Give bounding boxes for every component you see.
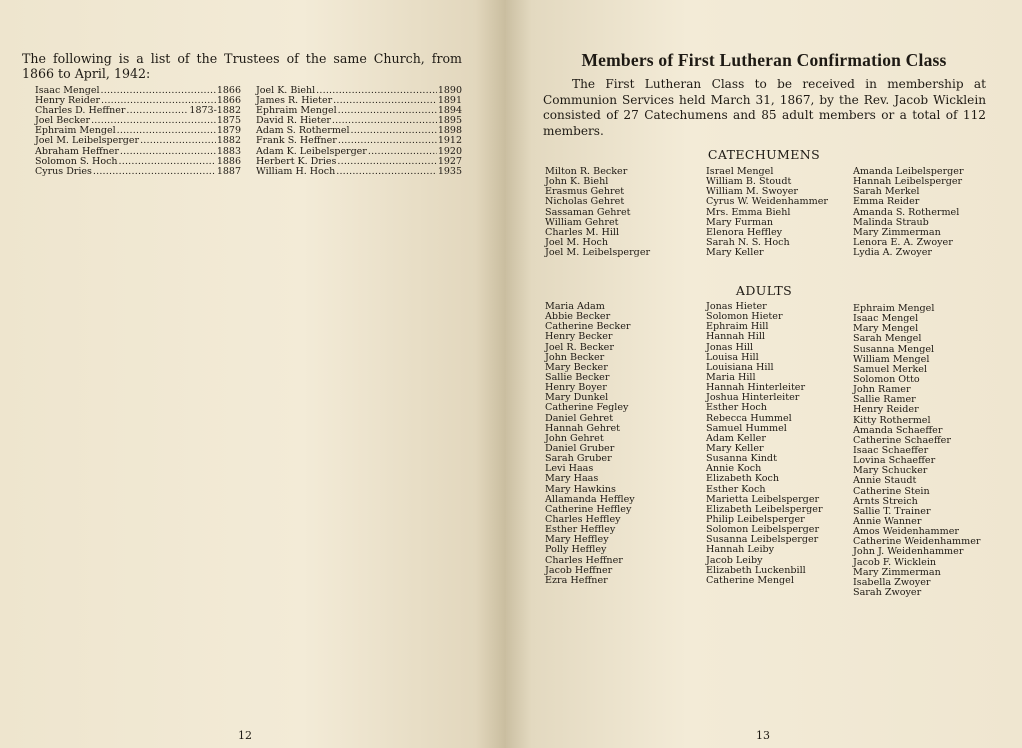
trustee-years: 1935: [437, 165, 462, 177]
member-name: Sarah Merkel: [853, 186, 920, 198]
member-name: Amanda S. Rothermel: [853, 206, 960, 218]
trustee-years: 1866: [216, 85, 241, 96]
dot-leader: [337, 157, 436, 167]
member-name: Hannah Gehret: [545, 422, 621, 434]
trustee-years: 1875: [216, 115, 241, 127]
dot-leader: [126, 106, 188, 116]
member-name: Sarah Zwoyer: [853, 586, 922, 598]
member-name: Charles Heffley: [545, 513, 621, 525]
adults-column-3: [853, 304, 981, 598]
member-name: Israel Mengel: [706, 166, 774, 177]
trustee-name: Cyrus Dries: [35, 165, 92, 177]
member-name: Elenora Heffley: [706, 226, 783, 238]
page-number-right: 13: [756, 729, 770, 742]
member-name: Amos Weidenhammer: [853, 526, 959, 538]
member-name: Isabella Zwoyer: [853, 576, 931, 588]
member-name: Jonas Hieter: [706, 301, 767, 312]
member-name: Rebecca Hummel: [706, 412, 792, 424]
member-name: Annie Staudt: [853, 475, 917, 487]
member-name: Allamanda Heffley: [545, 493, 635, 505]
member-name: Solomon Otto: [853, 373, 920, 385]
member-name: Daniel Gruber: [545, 442, 615, 454]
trustee-name: Solomon S. Hoch: [35, 155, 118, 167]
member-name: Emma Reider: [853, 196, 920, 208]
member-name: Elizabeth Luckenbill: [706, 564, 806, 576]
member-name: Sarah Mengel: [853, 333, 922, 345]
trustee-years: 1886: [216, 155, 241, 167]
member-name: Samuel Merkel: [853, 363, 928, 375]
trustee-name: Isaac Mengel: [35, 85, 100, 96]
member-name: John Gehret: [545, 432, 604, 444]
member-name: Mary Keller: [706, 442, 764, 454]
member-name: Jacob F. Wicklein: [853, 556, 937, 568]
member-name: Catherine Heffley: [545, 503, 632, 515]
member-name: Annie Koch: [706, 463, 762, 475]
member-name: Henry Becker: [545, 331, 613, 343]
trustee-years: 1912: [437, 135, 462, 147]
trustee-name: Joel Becker: [35, 115, 91, 127]
adults-column-1: [545, 302, 635, 586]
member-name: Solomon Hieter: [706, 311, 783, 323]
trustee-name: Herbert K. Dries: [256, 155, 337, 167]
member-name: Maria Hill: [706, 371, 756, 383]
member-name: Susanna Mengel: [853, 343, 935, 355]
trustees-column-1: [35, 86, 241, 177]
right-page: [506, 0, 1022, 748]
member-name: Mary Schucker: [853, 465, 928, 477]
member-name: Charles Heffner: [545, 554, 623, 566]
member-name: Ezra Heffner: [545, 574, 608, 586]
catechumens-column-1: [545, 167, 650, 258]
member-name: Catherine Mengel: [706, 574, 794, 586]
member-name: Sallie Becker: [545, 371, 610, 383]
trustee-years: 1891: [437, 95, 462, 107]
dot-leader: [336, 167, 437, 177]
member-name: Mary Dunkel: [545, 392, 609, 404]
page-number-left: 12: [238, 729, 252, 742]
member-name: Joel R. Becker: [545, 341, 614, 353]
member-name: Cyrus W. Weidenhammer: [706, 196, 828, 208]
adults-heading: ADULTS: [735, 283, 793, 298]
trustee-years: 1882: [216, 135, 241, 147]
member-name: Annie Wanner: [853, 515, 922, 527]
member-name: Samuel Hummel: [706, 422, 787, 434]
trustee-name: Joel M. Leibelsperger: [35, 135, 140, 147]
member-name: John Becker: [545, 351, 605, 363]
member-name: Elizabeth Leibelsperger: [706, 503, 823, 515]
trustee-years: 1866: [216, 95, 241, 107]
member-name: Catherine Fegley: [545, 402, 629, 414]
trustee-years: 1890: [437, 85, 462, 96]
member-name: Louisiana Hill: [706, 361, 774, 373]
member-name: Lovina Schaeffer: [853, 455, 936, 467]
trustee-name: Frank S. Heffner: [256, 135, 337, 147]
member-name: Charles M. Hill: [545, 226, 620, 238]
trustee-name: Henry Reider: [35, 95, 101, 107]
member-name: Mary Haas: [545, 473, 599, 485]
member-name: Jacob Leiby: [706, 554, 763, 566]
trustee-name: Joel K. Biehl: [256, 85, 316, 96]
catechumens-heading: CATECHUMENS: [707, 147, 821, 162]
trustee-name: Ephraim Mengel: [35, 125, 116, 137]
member-name: Levi Haas: [545, 463, 594, 475]
member-name: Mary Zimmerman: [853, 566, 941, 578]
member-name: Mary Hawkins: [545, 483, 616, 495]
trustee-name: James R. Hieter: [256, 95, 333, 107]
page-title: Members of First Lutheran Confirmation Class: [581, 50, 947, 70]
trustee-years: 1927: [437, 155, 462, 167]
member-name: Lenora E. A. Zwoyer: [853, 236, 953, 248]
dot-leader: [338, 106, 437, 116]
member-name: Maria Adam: [545, 301, 605, 312]
trustee-years: 1895: [437, 115, 462, 127]
member-name: Esther Koch: [706, 483, 766, 495]
member-name: Erasmus Gehret: [545, 186, 625, 198]
dot-leader: [120, 147, 216, 157]
member-name: Sarah Gruber: [545, 453, 612, 465]
member-name: John J. Weidenhammer: [853, 546, 964, 558]
member-name: Ephraim Hill: [706, 321, 769, 333]
member-name: Daniel Gehret: [545, 412, 614, 424]
member-name: William Gehret: [545, 216, 619, 228]
member-name: John K. Biehl: [545, 176, 609, 188]
trustee-name: Adam S. Rothermel: [256, 125, 350, 137]
trustee-row: [256, 167, 462, 177]
member-name: Nicholas Gehret: [545, 196, 625, 208]
member-name: Isaac Mengel: [853, 313, 919, 325]
trustee-name: Charles D. Heffner: [35, 105, 126, 117]
member-name: Malinda Straub: [853, 216, 929, 228]
trustees-column-2: [256, 86, 462, 177]
member-name: Marietta Leibelsperger: [706, 493, 820, 505]
member-name: William B. Stoudt: [706, 176, 792, 188]
member-name: Mary Zimmerman: [853, 226, 941, 238]
member-name: Mrs. Emma Biehl: [706, 206, 791, 218]
member-name: Sassaman Gehret: [545, 206, 631, 218]
trustee-years: 1920: [437, 145, 462, 157]
member-name: Isaac Schaeffer: [853, 444, 929, 456]
member-name: Jacob Heffner: [545, 564, 613, 576]
member-name: Joel M. Leibelsperger: [545, 247, 651, 259]
trustee-name: Ephraim Mengel: [256, 105, 337, 117]
member-name: Polly Heffley: [545, 544, 607, 556]
member-name: Mary Heffley: [545, 534, 609, 546]
member-name: Catherine Schaeffer: [853, 434, 951, 446]
catechumens-column-2: [706, 167, 828, 258]
trustees-intro: The following is a list of the Trustees of the same Church, from 1866 to April, 1942:: [22, 51, 462, 81]
trustee-name: Adam K. Leibelsperger: [256, 145, 367, 157]
dot-leader: [368, 147, 437, 157]
member-name: Henry Reider: [853, 404, 919, 416]
member-name: Catherine Becker: [545, 321, 631, 333]
member-name: Sallie Ramer: [853, 394, 916, 406]
member-name: Mary Keller: [706, 247, 764, 259]
member-name: Sallie T. Trainer: [853, 505, 931, 517]
member-name: Mary Mengel: [853, 323, 919, 335]
member-name: Mary Furman: [706, 216, 774, 228]
dot-leader: [333, 96, 437, 106]
member-name: Mary Becker: [545, 361, 608, 373]
member-name: William Mengel: [853, 353, 930, 365]
member-name: Milton R. Becker: [545, 166, 628, 177]
member-name: Hannah Hill: [706, 331, 765, 343]
dot-leader: [119, 157, 216, 167]
left-page: [0, 0, 506, 748]
member-name: Louisa Hill: [706, 351, 759, 363]
dot-leader: [140, 136, 216, 146]
trustee-row: [35, 167, 241, 177]
member-name: Hannah Hinterleiter: [706, 382, 806, 394]
member-name: Kitty Rothermel: [853, 414, 931, 426]
member-name: Jonas Hill: [706, 341, 754, 353]
catechumens-column-3: [853, 167, 964, 258]
member-name: Elizabeth Koch: [706, 473, 780, 485]
member-name: Arnts Streich: [853, 495, 918, 507]
dot-leader: [316, 86, 437, 96]
member-name: Lydia A. Zwoyer: [853, 247, 932, 259]
member-name: Esther Hoch: [706, 402, 767, 414]
member-name: Abbie Becker: [545, 311, 611, 323]
member-name: Henry Boyer: [545, 382, 607, 394]
trustee-years: 1883: [216, 145, 241, 157]
member-name: Catherine Stein: [853, 485, 930, 497]
member-name: Susanna Leibelsperger: [706, 534, 819, 546]
dot-leader: [350, 126, 436, 136]
member-name: Hannah Leiby: [706, 544, 775, 556]
member-name: Esther Heffley: [545, 524, 616, 536]
member-name: Amanda Leibelsperger: [853, 166, 964, 177]
dot-leader: [101, 86, 216, 96]
trustee-years: 1873-1882: [189, 105, 241, 117]
trustee-name: William H. Hoch: [256, 165, 336, 177]
member-name: William M. Swoyer: [706, 186, 798, 198]
member-name: Hannah Leibelsperger: [853, 176, 963, 188]
member-name: John Ramer: [853, 384, 911, 396]
trustee-name: David R. Hieter: [256, 115, 331, 127]
member-name: Amanda Schaeffer: [853, 424, 943, 436]
member-name: Joel M. Hoch: [545, 236, 609, 248]
member-name: Adam Keller: [706, 432, 766, 444]
trustee-years: 1879: [216, 125, 241, 137]
confirmation-intro: The First Lutheran Class to be received in membership at Communion Services held March 31, 1867, by the Rev. Jacob Wicklein consisted of 27 Catechumens and 85 adult members or a total of 112 members.: [543, 77, 986, 138]
member-name: Catherine Weidenhammer: [853, 536, 981, 548]
trustee-years: 1894: [437, 105, 462, 117]
member-name: Sarah N. S. Hoch: [706, 236, 790, 248]
adults-column-2: [706, 302, 823, 586]
member-name: Joshua Hinterleiter: [706, 392, 800, 404]
trustee-name: Abraham Heffner: [35, 145, 119, 157]
trustee-years: 1887: [216, 165, 241, 177]
dot-leader: [93, 167, 216, 177]
member-name: Ephraim Mengel: [853, 303, 935, 314]
member-name: Susanna Kindt: [706, 453, 777, 465]
member-name: Solomon Leibelsperger: [706, 524, 820, 536]
trustee-years: 1898: [437, 125, 462, 137]
member-name: Philip Leibelsperger: [706, 513, 805, 525]
